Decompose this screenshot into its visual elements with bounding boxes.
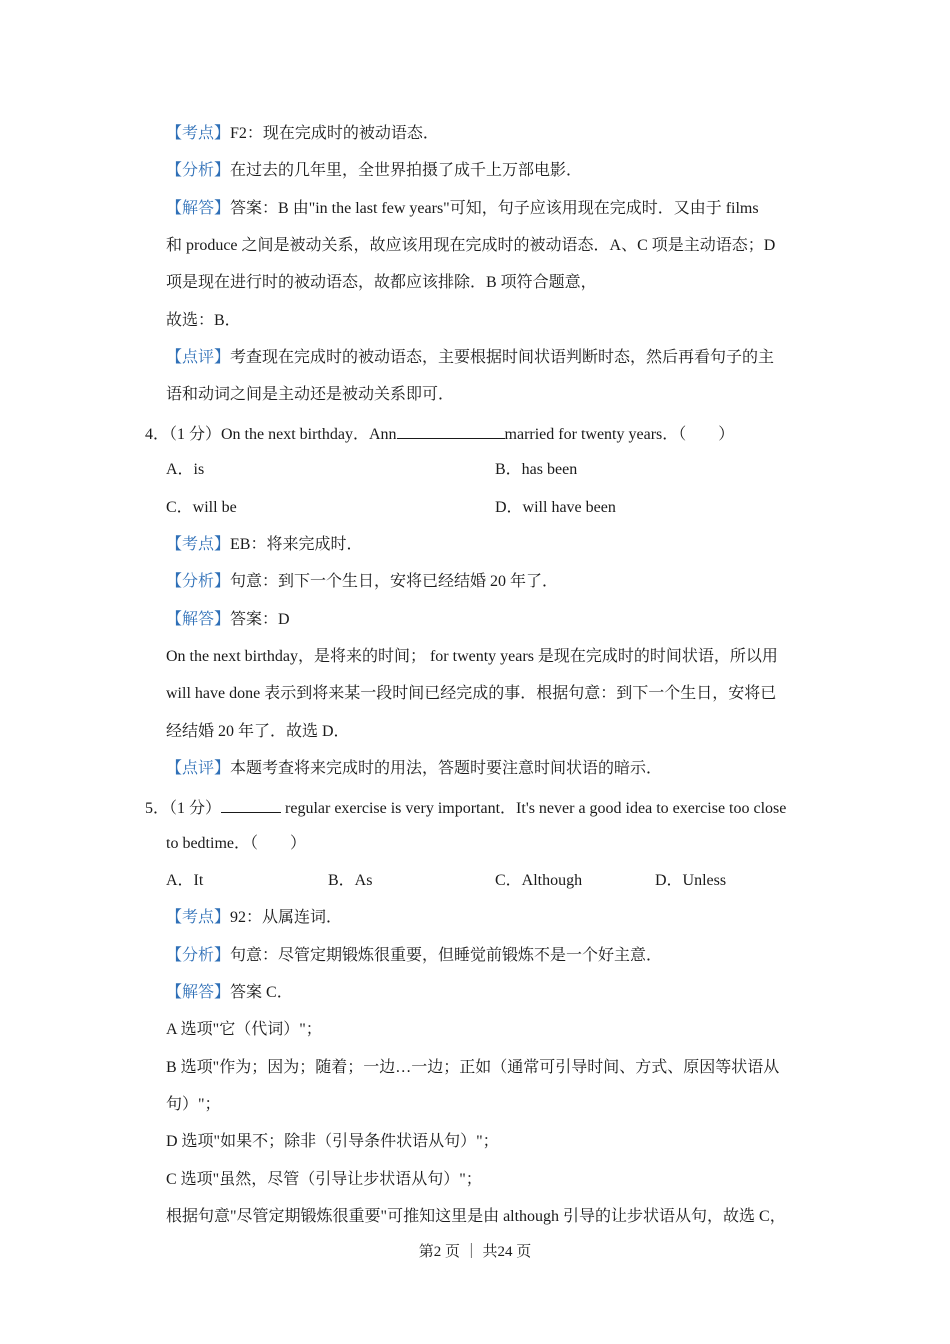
jieda-text: 答案 C． bbox=[230, 984, 293, 1001]
q5-fenxi bbox=[166, 945, 662, 967]
q4-option-b: B．has been bbox=[495, 461, 578, 478]
dianping-text: 考查现在完成时的被动语态，主要根据时间状语判断时态，然后再看句子的主 bbox=[230, 349, 775, 366]
q3-jieda-line4: 故选：B． bbox=[166, 312, 241, 329]
answer-blank bbox=[397, 422, 505, 439]
q4-kaodian bbox=[166, 534, 362, 556]
q3-jieda-line1 bbox=[166, 198, 759, 220]
kaodian-text: F2：现在完成时的被动语态． bbox=[230, 125, 439, 142]
dianping-tag: 【点评】 bbox=[166, 760, 231, 777]
kaodian-text: EB：将来完成时． bbox=[230, 536, 363, 553]
q4-fenxi bbox=[166, 571, 558, 593]
kaodian-tag: 【考点】 bbox=[166, 536, 231, 553]
jieda-text: 答案：B 由"in the last few years"可知，句子应该用现在完成时．又由于 films bbox=[230, 200, 759, 217]
kaodian-text: 92：从属连词． bbox=[230, 909, 343, 926]
q5-option-b: B．As bbox=[328, 872, 373, 889]
q5-jieda bbox=[166, 982, 293, 1004]
jieda-text: 答案：D bbox=[230, 611, 290, 628]
fenxi-text: 在过去的几年里，全世界拍摄了成千上万部电影． bbox=[230, 162, 583, 179]
q4-stem bbox=[145, 422, 734, 446]
q3-jieda-line2: 和 produce 之间是被动关系，故应该用现在完成时的被动语态．A、C 项是主动语态；D bbox=[166, 237, 776, 254]
q4-explain-line3: 经结婚 20 年了．故选 D． bbox=[166, 723, 350, 740]
q3-jieda-line3: 项是现在进行时的被动语态，故都应该排除．B 项符合题意， bbox=[166, 274, 597, 291]
q5-line-conclusion: 根据句意"尽管定期锻炼很重要"可推知这里是由 although 引导的让步状语从句，故选 C， bbox=[166, 1208, 786, 1225]
q4-jieda bbox=[166, 609, 290, 631]
q5-option-a: A．It bbox=[166, 872, 204, 889]
q5-stem-rest: regular exercise is very important．It's never a good idea to exercise too close bbox=[281, 800, 787, 817]
jieda-tag: 【解答】 bbox=[166, 984, 231, 1001]
q5-line-c: C 选项"虽然，尽管（引导让步状语从句）"； bbox=[166, 1171, 482, 1188]
jieda-tag: 【解答】 bbox=[166, 611, 231, 628]
fenxi-tag: 【分析】 bbox=[166, 162, 231, 179]
q5-stem bbox=[145, 796, 786, 820]
q5-line-b1: B 选项"作为；因为；随着；一边…一边；正如（通常可引导时间、方式、原因等状语从 bbox=[166, 1059, 780, 1076]
q5-stem-line2: to bedtime．（ ） bbox=[166, 835, 306, 852]
q4-stem-before: 4．（1 分）On the next birthday．Ann bbox=[145, 426, 397, 443]
kaodian-tag: 【考点】 bbox=[166, 909, 231, 926]
q5-kaodian bbox=[166, 907, 342, 929]
jieda-tag: 【解答】 bbox=[166, 200, 231, 217]
q4-option-a: A．is bbox=[166, 461, 205, 478]
fenxi-text: 句意：尽管定期锻炼很重要，但睡觉前锻炼不是一个好主意． bbox=[230, 947, 663, 964]
q5-line-b2: 句）"； bbox=[166, 1096, 221, 1113]
fenxi-tag: 【分析】 bbox=[166, 573, 231, 590]
q4-option-d: D．will have been bbox=[495, 499, 616, 516]
q4-option-c: C．will be bbox=[166, 499, 237, 516]
answer-blank bbox=[221, 796, 281, 813]
q4-explain-line2: will have done 表示到将来某一段时间已经完成的事．根据句意：到下一个生日，安将已 bbox=[166, 685, 777, 702]
fenxi-text: 句意：到下一个生日，安将已经结婚 20 年了． bbox=[230, 573, 559, 590]
dianping-tag: 【点评】 bbox=[166, 349, 231, 366]
page-footer: 第2 页 ｜ 共24 页 bbox=[418, 1244, 532, 1260]
q3-dianping-line1 bbox=[166, 347, 774, 369]
q5-option-c: C．Although bbox=[495, 872, 583, 889]
q5-option-d: D．Unless bbox=[655, 872, 727, 889]
q5-stem-number: 5．（1 分） bbox=[145, 800, 222, 817]
q3-dianping-line2: 语和动词之间是主动还是被动关系即可． bbox=[166, 386, 455, 403]
q5-line-d: D 选项"如果不；除非（引导条件状语从句）"； bbox=[166, 1133, 499, 1150]
q4-stem-after: married for twenty years．（ ） bbox=[504, 426, 735, 443]
q3-kaodian bbox=[166, 123, 439, 145]
fenxi-tag: 【分析】 bbox=[166, 947, 231, 964]
q5-line-a: A 选项"它（代词）"； bbox=[166, 1021, 322, 1038]
q4-explain-line1: On the next birthday，是将来的时间； for twenty years 是现在完成时的时间状语，所以用 bbox=[166, 648, 778, 665]
q4-dianping bbox=[166, 758, 662, 780]
kaodian-tag: 【考点】 bbox=[166, 125, 231, 142]
q3-fenxi bbox=[166, 160, 582, 182]
dianping-text: 本题考查将来完成时的用法，答题时要注意时间状语的暗示． bbox=[230, 760, 663, 777]
